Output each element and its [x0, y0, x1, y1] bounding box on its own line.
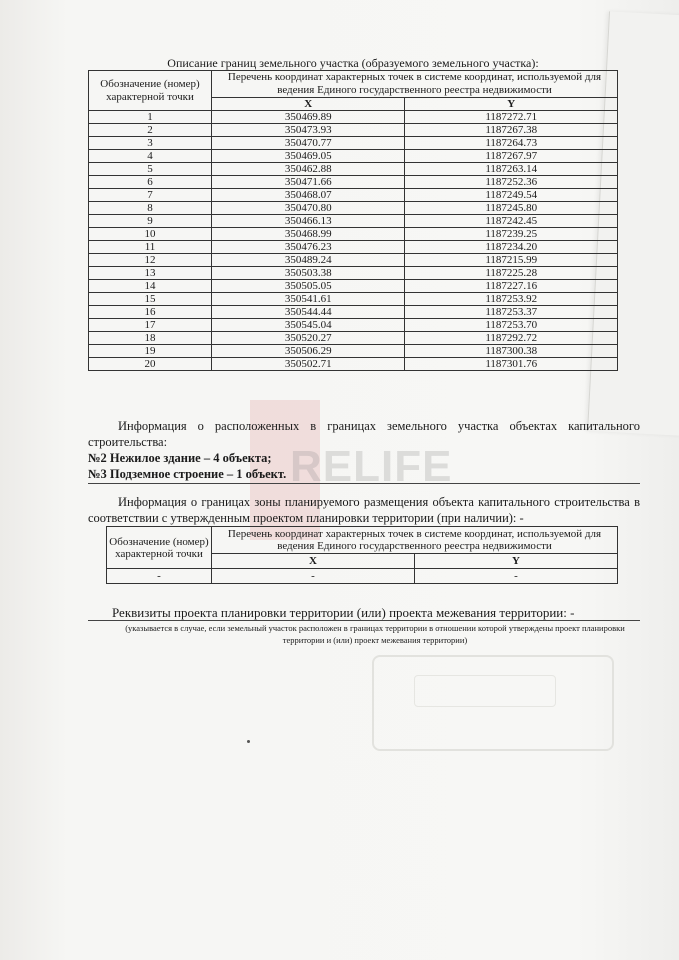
zone-col-point-header: Обозначение (номер) характерной точки: [107, 527, 212, 569]
table-row: [89, 150, 618, 163]
x-coordinate-cell: 350476.23: [212, 241, 405, 254]
zone-header-row: [107, 527, 618, 554]
zone-x-header: X: [212, 554, 415, 569]
col-coords-header: Перечень координат характерных точек в системе координат, используемой для ведения Единого государственного реестра недвижимости: [212, 71, 618, 98]
y-coordinate-cell: 1187253.70: [405, 319, 618, 332]
point-number-cell: 7: [89, 189, 212, 202]
y-header: Y: [405, 98, 618, 111]
table-header-row: [89, 71, 618, 98]
y-coordinate-cell: 1187245.80: [405, 202, 618, 215]
point-number-cell: 4: [89, 150, 212, 163]
point-number-cell: 5: [89, 163, 212, 176]
point-number-cell: 12: [89, 254, 212, 267]
table-row: [89, 137, 618, 150]
table-caption: Описание границ земельного участка (образуемого земельного участка):: [167, 56, 539, 70]
coordinates-table: [88, 70, 618, 371]
col-point-header: Обозначение (номер) характерной точки: [89, 71, 212, 111]
point-number-cell: 6: [89, 176, 212, 189]
x-coordinate-cell: 350544.44: [212, 306, 405, 319]
y-coordinate-cell: 1187227.16: [405, 280, 618, 293]
point-number-cell: 9: [89, 215, 212, 228]
x-coordinate-cell: 350473.93: [212, 124, 405, 137]
x-coordinate-cell: 350506.29: [212, 345, 405, 358]
y-coordinate-cell: 1187242.45: [405, 215, 618, 228]
y-coordinate-cell: 1187300.38: [405, 345, 618, 358]
table-row: [89, 215, 618, 228]
table-row: [89, 319, 618, 332]
y-coordinate-cell: 1187225.28: [405, 267, 618, 280]
faint-stamp: [372, 655, 614, 751]
y-coordinate-cell: 1187263.14: [405, 163, 618, 176]
table-row: [89, 176, 618, 189]
table-row: [89, 280, 618, 293]
objects-intro: Информация о расположенных в границах земельного участка объектах капитального строительства:: [88, 419, 640, 449]
table-row: [89, 345, 618, 358]
y-coordinate-cell: 1187267.97: [405, 150, 618, 163]
zone-col-coords-header: Перечень координат характерных точек в системе координат, используемой для ведения Единого государственного реестра недвижимости: [212, 527, 618, 554]
coordinates-body: [89, 111, 618, 371]
y-coordinate-cell: 1187252.36: [405, 176, 618, 189]
x-coordinate-cell: 350503.38: [212, 267, 405, 280]
zone-intro: Информация о границах зоны планируемого размещения объекта капитального строительства в соответствии с утвержденным проектом планировки территории (при наличии): -: [88, 495, 640, 525]
objects-item-2: №3 Подземное строение – 1 объект.: [88, 466, 640, 484]
point-number-cell: 2: [89, 124, 212, 137]
y-coordinate-cell: 1187301.76: [405, 358, 618, 371]
y-coordinate-cell: 1187292.72: [405, 332, 618, 345]
point-number-cell: 3: [89, 137, 212, 150]
objects-item-1: №2 Нежилое здание – 4 объекта;: [88, 451, 272, 465]
point-number-cell: 1: [89, 111, 212, 124]
table-row: [89, 254, 618, 267]
x-coordinate-cell: 350468.99: [212, 228, 405, 241]
point-number-cell: 16: [89, 306, 212, 319]
point-number-cell: 20: [89, 358, 212, 371]
y-coordinate-cell: 1187267.38: [405, 124, 618, 137]
faint-stamp-inner: [414, 675, 556, 707]
y-coordinate-cell: 1187272.71: [405, 111, 618, 124]
x-coordinate-cell: 350466.13: [212, 215, 405, 228]
requisites-note: (указывается в случае, если земельный участок расположен в границах территории в отношении которой утверждены проект планировки территории и (или) проект межевания территории): [125, 623, 625, 645]
x-header: X: [212, 98, 405, 111]
y-coordinate-cell: 1187253.37: [405, 306, 618, 319]
faint-bleed-text: [400, 810, 411, 855]
x-coordinate-cell: 350462.88: [212, 163, 405, 176]
table-row: [89, 293, 618, 306]
x-coordinate-cell: 350470.77: [212, 137, 405, 150]
table-row: [89, 241, 618, 254]
table-row: [89, 306, 618, 319]
x-coordinate-cell: 350520.27: [212, 332, 405, 345]
y-coordinate-cell: 1187234.20: [405, 241, 618, 254]
x-coordinate-cell: 350489.24: [212, 254, 405, 267]
table-row: [89, 189, 618, 202]
zone-data-row: [107, 569, 618, 584]
zone-x-cell: -: [212, 569, 415, 584]
zone-table: [106, 526, 618, 584]
table-row: [89, 332, 618, 345]
table-row: [89, 267, 618, 280]
zone-y-header: Y: [414, 554, 617, 569]
zone-point-cell: -: [107, 569, 212, 584]
x-coordinate-cell: 350469.05: [212, 150, 405, 163]
point-number-cell: 8: [89, 202, 212, 215]
table-row: [89, 163, 618, 176]
table-row: [89, 202, 618, 215]
x-coordinate-cell: 350469.89: [212, 111, 405, 124]
x-coordinate-cell: 350470.80: [212, 202, 405, 215]
table-row: [89, 228, 618, 241]
point-number-cell: 11: [89, 241, 212, 254]
point-number-cell: 10: [89, 228, 212, 241]
point-number-cell: 14: [89, 280, 212, 293]
point-number-cell: 19: [89, 345, 212, 358]
y-coordinate-cell: 1187215.99: [405, 254, 618, 267]
table-row: [89, 358, 618, 371]
point-number-cell: 17: [89, 319, 212, 332]
table-row: [89, 124, 618, 137]
x-coordinate-cell: 350471.66: [212, 176, 405, 189]
requisites-underline: [88, 620, 640, 621]
x-coordinate-cell: 350468.07: [212, 189, 405, 202]
point-number-cell: 13: [89, 267, 212, 280]
y-coordinate-cell: 1187264.73: [405, 137, 618, 150]
x-coordinate-cell: 350545.04: [212, 319, 405, 332]
y-coordinate-cell: 1187253.92: [405, 293, 618, 306]
point-number-cell: 18: [89, 332, 212, 345]
y-coordinate-cell: 1187249.54: [405, 189, 618, 202]
x-coordinate-cell: 350541.61: [212, 293, 405, 306]
point-number-cell: 15: [89, 293, 212, 306]
y-coordinate-cell: 1187239.25: [405, 228, 618, 241]
ink-dot: [247, 740, 250, 743]
requisites-label: Реквизиты проекта планировки территории (или) проекта межевания территории: -: [112, 605, 575, 620]
table-row: [89, 111, 618, 124]
zone-y-cell: -: [414, 569, 617, 584]
x-coordinate-cell: 350502.71: [212, 358, 405, 371]
watermark-text: RELIFE: [290, 442, 453, 491]
x-coordinate-cell: 350505.05: [212, 280, 405, 293]
